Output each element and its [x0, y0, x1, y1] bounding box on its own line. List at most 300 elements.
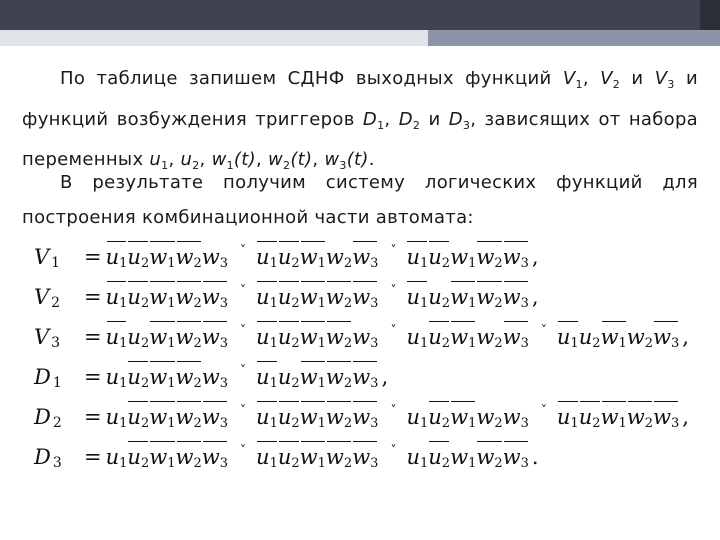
variable-index: 2: [343, 456, 353, 471]
equals-sign: =: [84, 445, 102, 469]
variable-letter: u: [105, 365, 120, 389]
variable: [579, 317, 601, 364]
variable-index: 2: [592, 416, 601, 431]
variable-letter: w: [149, 365, 168, 389]
lhs-symbol: D: [34, 445, 51, 469]
minterm: [406, 405, 528, 429]
variable-letter: w: [502, 405, 521, 429]
variable-letter: w: [476, 325, 495, 349]
para1-and1: и: [620, 68, 655, 89]
variable: [406, 317, 428, 364]
variable-index: 1: [570, 336, 579, 351]
variable-index: 1: [618, 416, 627, 431]
variable-letter: w: [352, 245, 371, 269]
variable-index: 1: [419, 296, 429, 311]
variable-index: 2: [291, 416, 300, 431]
equation-end: ,: [682, 325, 689, 349]
negated-variable: [503, 437, 529, 484]
variable-index: 2: [494, 416, 503, 431]
variable-letter: w: [600, 405, 619, 429]
variable-index: 1: [119, 296, 128, 311]
variable-letter: w: [600, 325, 619, 349]
variable-letter: u: [428, 245, 442, 269]
variable-index: 2: [494, 456, 503, 471]
variable-letter: u: [406, 405, 420, 429]
or-operator: ˅: [390, 243, 397, 257]
variable-letter: w: [626, 405, 645, 429]
equation-end: ,: [682, 405, 689, 429]
variable-index: 2: [441, 296, 451, 311]
para1-end: .: [368, 149, 375, 170]
variable-letter: u: [277, 405, 292, 429]
or-operator: ˅: [390, 323, 397, 337]
negated-variable: [653, 397, 679, 444]
lhs-index: 3: [51, 335, 61, 351]
func-d1: $D_1$: [362, 108, 385, 132]
variable-letter: w: [299, 405, 318, 429]
or-operator: ˅: [240, 363, 247, 377]
variable-letter: u: [428, 325, 442, 349]
func-d3: $D_3$: [448, 108, 471, 132]
variable-letter: w: [450, 285, 469, 309]
variable-index: 2: [494, 296, 503, 311]
variable-index: 3: [520, 456, 529, 471]
equation-end: .: [531, 445, 539, 469]
variable-index: 3: [370, 296, 379, 311]
variable-index: 2: [441, 336, 451, 351]
title-bar-corner: [700, 0, 720, 30]
equation-end: ,: [531, 245, 539, 269]
variable-index: 3: [370, 256, 379, 271]
or-operator: ˅: [240, 243, 247, 257]
variable-index: 2: [193, 296, 202, 311]
variable-index: 2: [291, 336, 300, 351]
minterm: [256, 245, 378, 269]
equation-v1: [34, 230, 689, 270]
variable-index: 1: [468, 456, 477, 471]
negated-variable: [601, 397, 627, 444]
variable-letter: w: [325, 445, 344, 469]
variable-letter: w: [476, 405, 495, 429]
equation-end: ,: [531, 285, 539, 309]
func-d2: $D_2$: [398, 108, 421, 132]
variable-letter: u: [428, 405, 442, 429]
para1-text-start: По таблице запишем СДНФ выходных функций: [60, 68, 563, 89]
variable-index: 2: [441, 416, 451, 431]
minterm: [106, 285, 228, 309]
variable-index: 3: [370, 416, 379, 431]
variable-index: 3: [219, 456, 229, 471]
variable-index: 2: [343, 296, 353, 311]
minterm: [256, 285, 378, 309]
variable-index: 2: [140, 416, 150, 431]
variable-index: 2: [343, 416, 353, 431]
variable-index: 1: [167, 256, 176, 271]
variable-letter: w: [450, 405, 469, 429]
lhs-symbol: V: [34, 325, 50, 349]
minterm: [106, 325, 228, 349]
variable-index: 2: [441, 256, 451, 271]
variable-letter: w: [299, 365, 318, 389]
variable-index: 1: [269, 336, 278, 351]
variable-letter: w: [476, 245, 495, 269]
negated-variable: [278, 437, 300, 484]
variable-index: 1: [269, 416, 278, 431]
variable-index: 3: [671, 336, 680, 351]
variable-index: 3: [219, 376, 229, 391]
equals-sign: =: [84, 405, 102, 429]
lhs-index: 3: [52, 455, 62, 471]
variable-index: 1: [317, 456, 326, 471]
minterm: [256, 365, 378, 389]
negated-variable: [149, 437, 175, 484]
variable: [476, 317, 502, 364]
variable-index: 1: [119, 456, 128, 471]
equation-lhs: [34, 437, 84, 483]
variable: [450, 437, 476, 484]
variable-letter: w: [299, 245, 318, 269]
variable-letter: w: [626, 325, 645, 349]
variable-letter: w: [352, 325, 371, 349]
minterm: [106, 405, 228, 429]
para1-text-mid2: , зависящих от набора переменных: [22, 108, 699, 170]
variable-index: 1: [419, 256, 429, 271]
lhs-index: 1: [52, 375, 62, 391]
minterm: [106, 365, 228, 389]
variable-letter: w: [352, 365, 371, 389]
variable-index: 1: [317, 296, 326, 311]
minterm: [256, 405, 378, 429]
variable-index: 3: [520, 256, 529, 271]
variable-index: 3: [520, 416, 529, 431]
var-u2: $u_2$: [180, 149, 200, 172]
negated-variable: [557, 397, 579, 444]
variable-index: 1: [269, 256, 278, 271]
variable-letter: u: [105, 445, 120, 469]
variable-letter: w: [352, 405, 371, 429]
variable-letter: u: [256, 445, 270, 469]
variable-index: 2: [644, 336, 654, 351]
variable-index: 3: [370, 336, 379, 351]
variable-letter: u: [406, 325, 420, 349]
variable-index: 2: [193, 256, 202, 271]
variable-index: 2: [441, 456, 451, 471]
variable-letter: w: [502, 245, 521, 269]
variable-index: 3: [219, 336, 229, 351]
var-w3t: $w_3(t)$: [324, 149, 369, 172]
equation-end: ,: [381, 365, 389, 389]
func-v2: $V_2$: [600, 68, 621, 91]
or-operator: ˅: [240, 403, 247, 417]
variable-index: 1: [167, 416, 176, 431]
var-w2t: $w_2(t)$: [267, 149, 313, 172]
variable-letter: w: [175, 405, 194, 429]
variable-index: 1: [167, 456, 176, 471]
variable-letter: w: [352, 445, 371, 469]
variable-letter: u: [256, 365, 270, 389]
variable-letter: u: [256, 405, 270, 429]
lhs-symbol: V: [34, 285, 50, 309]
variable-index: 2: [140, 376, 150, 391]
variable-letter: w: [201, 365, 220, 389]
variable-letter: w: [299, 325, 318, 349]
variable-index: 2: [193, 416, 202, 431]
variable-letter: u: [406, 285, 420, 309]
negated-variable: [202, 437, 228, 484]
variable-index: 1: [570, 416, 579, 431]
minterm: [557, 405, 679, 429]
variable-letter: w: [149, 285, 168, 309]
negated-variable: [127, 437, 149, 484]
variable-letter: w: [476, 285, 495, 309]
negated-variable: [579, 397, 601, 444]
func-v1: $V_1$: [562, 68, 583, 91]
variable-index: 1: [119, 416, 128, 431]
variable-index: 3: [671, 416, 680, 431]
negated-variable: [428, 437, 450, 484]
variable-letter: w: [175, 325, 194, 349]
variable-letter: w: [502, 445, 521, 469]
variable-letter: w: [450, 325, 469, 349]
or-operator: ˅: [390, 443, 397, 457]
variable: [406, 437, 428, 484]
variable-letter: u: [277, 285, 292, 309]
variable-index: 2: [343, 376, 353, 391]
title-bar: [0, 0, 720, 30]
variable: [106, 437, 128, 484]
variable-letter: w: [450, 245, 469, 269]
variable-letter: w: [201, 325, 220, 349]
negated-variable: [256, 437, 278, 484]
variable-letter: w: [450, 445, 469, 469]
variable-letter: w: [149, 245, 168, 269]
func-v3: $V_3$: [654, 68, 675, 91]
variable-index: 3: [370, 456, 379, 471]
variable-letter: u: [556, 405, 571, 429]
variable-letter: w: [325, 285, 344, 309]
or-operator: ˅: [390, 283, 397, 297]
variable-letter: u: [428, 285, 442, 309]
paragraph-intro: По таблице запишем СДНФ выходных функций $V_1$, $V_2$ и $V_3$ и функций возбуждения триггеров $D_1$, $D_2$ и $D_3$, зависящих от набора переменных $u_1$, $u_2$, $w_1(t)$, $w_2(t)$, $w_3(t)$.: [22, 68, 699, 172]
variable-index: 2: [140, 296, 150, 311]
variable-letter: u: [127, 405, 141, 429]
variable-letter: w: [653, 405, 672, 429]
variable-index: 1: [167, 376, 176, 391]
or-operator: ˅: [240, 443, 247, 457]
variable-index: 1: [468, 256, 477, 271]
variable-letter: u: [556, 325, 571, 349]
minterm: [106, 245, 228, 269]
or-operator: ˅: [240, 323, 247, 337]
para1-and2: и: [420, 108, 449, 130]
variable-index: 2: [291, 456, 300, 471]
variable-index: 1: [317, 376, 326, 391]
equals-sign: =: [84, 285, 102, 309]
variable-letter: u: [127, 325, 141, 349]
minterm: [406, 445, 528, 469]
variable-letter: w: [476, 445, 495, 469]
variable-letter: w: [352, 285, 371, 309]
negated-variable: [627, 397, 653, 444]
minterm: [406, 285, 528, 309]
variable-letter: u: [127, 365, 141, 389]
variable-letter: u: [277, 245, 292, 269]
variable-index: 1: [317, 416, 326, 431]
paragraph-result: В результате получим систему логических функций для построения комбинационной части автомата:: [22, 172, 698, 228]
variable-letter: w: [175, 285, 194, 309]
variable-letter: u: [256, 285, 270, 309]
variable-letter: u: [406, 445, 420, 469]
variable-index: 1: [269, 456, 278, 471]
variable-index: 2: [644, 416, 654, 431]
accent-stripe: [428, 30, 720, 46]
variable-letter: w: [175, 365, 194, 389]
negated-variable: [352, 437, 378, 484]
or-operator: ˅: [240, 283, 247, 297]
variable-index: 1: [167, 336, 176, 351]
variable-index: 2: [291, 376, 300, 391]
equals-sign: =: [84, 245, 102, 269]
var-w1t: $w_1(t)$: [211, 149, 256, 172]
variable-letter: u: [127, 285, 141, 309]
variable-letter: u: [277, 325, 292, 349]
equals-sign: =: [84, 365, 102, 389]
variable-index: 1: [317, 336, 326, 351]
variable-index: 1: [468, 336, 477, 351]
variable-index: 3: [219, 256, 229, 271]
variable-index: 2: [193, 376, 202, 391]
variable-letter: u: [277, 365, 292, 389]
variable-index: 3: [520, 336, 529, 351]
variable-letter: w: [201, 285, 220, 309]
variable-index: 1: [419, 336, 429, 351]
lhs-symbol: D: [34, 405, 51, 429]
variable-index: 1: [419, 456, 429, 471]
variable-letter: u: [406, 245, 420, 269]
variable-letter: u: [256, 245, 270, 269]
variable-index: 1: [119, 256, 128, 271]
variable-index: 2: [494, 256, 503, 271]
variable-letter: u: [105, 405, 120, 429]
variable-letter: w: [325, 245, 344, 269]
or-operator: ˅: [540, 323, 547, 337]
para1-text-mid: и функций возбуждения триггеров: [22, 68, 698, 130]
variable-index: 2: [193, 456, 202, 471]
variable-index: 2: [140, 256, 150, 271]
variable-letter: w: [299, 285, 318, 309]
variable: [627, 317, 653, 364]
variable-letter: u: [105, 285, 120, 309]
negated-variable: [653, 317, 679, 364]
or-operator: ˅: [390, 403, 397, 417]
variable-index: 2: [592, 336, 601, 351]
variable-letter: u: [277, 445, 292, 469]
var-u1: $u_1$: [149, 149, 169, 172]
variable-letter: w: [149, 405, 168, 429]
variable-index: 1: [468, 416, 477, 431]
variable-index: 2: [193, 336, 202, 351]
minterm: [406, 245, 528, 269]
negated-variable: [476, 437, 502, 484]
negated-variable: [450, 317, 476, 364]
variable-index: 1: [419, 416, 429, 431]
variable-index: 1: [317, 256, 326, 271]
lhs-symbol: V: [34, 245, 50, 269]
variable-letter: w: [201, 445, 220, 469]
variable-index: 3: [520, 296, 529, 311]
variable-letter: w: [325, 405, 344, 429]
minterm: [106, 445, 228, 469]
variable-index: 2: [343, 256, 353, 271]
negated-variable: [176, 437, 202, 484]
variable-index: 2: [140, 456, 150, 471]
negated-variable: [557, 317, 579, 364]
variable-letter: u: [428, 445, 442, 469]
variable-letter: u: [256, 325, 270, 349]
negated-variable: [601, 317, 627, 364]
variable-letter: w: [149, 445, 168, 469]
minterm: [256, 445, 378, 469]
variable-letter: w: [325, 325, 344, 349]
variable-index: 2: [291, 256, 300, 271]
lhs-index: 1: [51, 255, 61, 271]
variable-index: 1: [269, 296, 278, 311]
variable-letter: u: [105, 245, 120, 269]
negated-variable: [300, 437, 326, 484]
lhs-index: 2: [51, 295, 61, 311]
variable-letter: w: [149, 325, 168, 349]
variable-letter: u: [105, 325, 120, 349]
variable-letter: w: [325, 365, 344, 389]
variable-letter: w: [502, 285, 521, 309]
variable-letter: w: [653, 325, 672, 349]
variable-letter: u: [127, 445, 141, 469]
variable-index: 3: [370, 376, 379, 391]
variable-index: 3: [219, 296, 229, 311]
minterm: [406, 325, 528, 349]
or-operator: ˅: [540, 403, 547, 417]
variable-letter: w: [299, 445, 318, 469]
variable-index: 3: [219, 416, 229, 431]
variable-index: 1: [119, 376, 128, 391]
variable-index: 1: [119, 336, 128, 351]
lhs-symbol: D: [34, 365, 51, 389]
variable-letter: u: [127, 245, 141, 269]
variable-letter: w: [175, 445, 194, 469]
variable-index: 2: [343, 336, 353, 351]
variable-index: 2: [291, 296, 300, 311]
variable-index: 2: [494, 336, 503, 351]
variable-letter: u: [578, 405, 593, 429]
variable-index: 1: [618, 336, 627, 351]
variable-letter: w: [502, 325, 521, 349]
variable-letter: u: [578, 325, 593, 349]
negated-variable: [326, 437, 352, 484]
variable-index: 1: [468, 296, 477, 311]
variable-index: 1: [167, 296, 176, 311]
variable-letter: w: [201, 405, 220, 429]
variable-letter: w: [201, 245, 220, 269]
minterm: [557, 325, 679, 349]
variable-index: 2: [140, 336, 150, 351]
variable-letter: w: [175, 245, 194, 269]
minterm: [256, 325, 378, 349]
equation-system: [34, 230, 689, 470]
equals-sign: =: [84, 325, 102, 349]
lhs-index: 2: [52, 415, 62, 431]
negated-variable: [428, 317, 450, 364]
variable-index: 1: [269, 376, 278, 391]
